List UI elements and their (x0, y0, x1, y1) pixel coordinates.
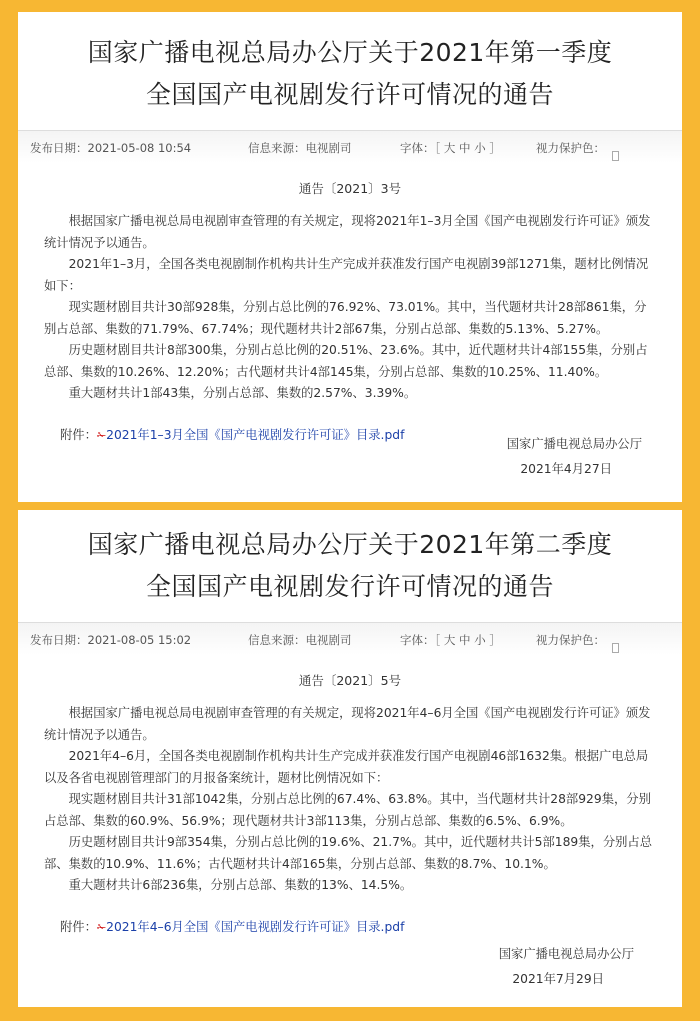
signature (507, 432, 642, 482)
document-number: 通告〔2021〕5号 (298, 673, 402, 688)
notice-title (18, 12, 682, 116)
notice-card (18, 12, 682, 502)
title-line: 全国国产电视剧发行许可情况的通告 (145, 572, 554, 601)
paragraph: 2021年4–6月，全国各类电视剧制作机构共计生产完成并获准发行国产电视剧46部1632集。根据广电总局以及各省电视剧管理部门的月报备案统计，题材比例情况如下： (44, 749, 649, 785)
color-swatch[interactable] (612, 643, 619, 653)
pdf-icon: ✁ (96, 920, 107, 934)
publish-date: 发布日期：2021-08-05 15:02 (30, 633, 192, 647)
attachment-link[interactable]: 2021年1–3月全国《国产电视剧发行许可证》目录.pdf (106, 427, 405, 442)
paragraph: 历史题材剧目共计8部300集，分别占总比例的20.51%、23.6%。其中，近代题材共计4部155集，分别占总部、集数的10.26%、12.20%；古代题材共计4部145集，分别占总部、集数的10.25%、11.40%。 (44, 343, 648, 379)
color-swatch[interactable] (612, 151, 619, 161)
paragraph: 现实题材剧目共计31部1042集，分别占总比例的67.4%、63.8%。其中，当代题材共计28部929集，分别占总部、集数的60.9%、56.9%；现代题材共计3部113集，分别占总部、集数的6.5%、6.9%。 (44, 792, 651, 828)
sign-org: 国家广播电视总局办公厅 (506, 437, 642, 451)
attachment (60, 917, 682, 935)
signature (499, 942, 634, 992)
notice-card (18, 510, 682, 1007)
paragraph: 2021年1–3月，全国各类电视剧制作机构共计生产完成并获准发行国产电视剧39部1271集，题材比例情况如下： (44, 257, 649, 293)
eye-protect-label: 视力保护色： (536, 633, 605, 647)
pdf-icon: ✁ (96, 428, 107, 442)
document-number: 通告〔2021〕3号 (298, 181, 402, 196)
title-line: 国家广播电视总局办公厅关于2021年第一季度 (87, 38, 613, 67)
eye-protect-label: 视力保护色： (536, 141, 605, 155)
paragraph: 重大题材共计1部43集，分别占总部、集数的2.57%、3.39%。 (68, 386, 417, 400)
publish-date: 发布日期：2021-05-08 10:54 (30, 141, 192, 155)
paragraph: 根据国家广播电视总局电视剧审查管理的有关规定，现将2021年4–6月全国《国产电视剧发行许可证》颁发统计情况予以通告。 (44, 706, 651, 742)
info-source: 信息来源：电视剧司 (248, 141, 352, 155)
paragraph: 根据国家广播电视总局电视剧审查管理的有关规定，现将2021年1–3月全国《国产电视剧发行许可证》颁发统计情况予以通告。 (44, 214, 651, 250)
font-size-control[interactable]: 字体：［ 大 中 小 ］ (400, 633, 501, 647)
title-line: 全国国产电视剧发行许可情况的通告 (145, 80, 554, 109)
meta-bar (18, 622, 682, 655)
sign-org: 国家广播电视总局办公厅 (498, 947, 634, 961)
notice-body (44, 211, 654, 405)
title-line: 国家广播电视总局办公厅关于2021年第二季度 (87, 530, 613, 559)
attachment-label: 附件： (60, 427, 97, 442)
info-source: 信息来源：电视剧司 (248, 633, 352, 647)
sign-date: 2021年4月27日 (520, 462, 612, 476)
font-size-control[interactable]: 字体：［ 大 中 小 ］ (400, 141, 501, 155)
paragraph: 现实题材剧目共计30部928集，分别占总比例的76.92%、73.01%。其中，当代题材共计28部861集，分别占总部、集数的71.79%、67.74%；现代题材共计2部67集，分别占总部、集数的5.13%、5.27%。 (44, 300, 647, 336)
paragraph: 重大题材共计6部236集，分别占总部、集数的13%、14.5%。 (68, 878, 413, 892)
paragraph: 历史题材剧目共计9部354集，分别占总比例的19.6%、21.7%。其中，近代题材共计5部189集，分别占总部、集数的10.9%、11.6%；古代题材共计4部165集，分别占总部、集数的8.7%、10.1%。 (44, 835, 653, 871)
notice-body (44, 703, 654, 897)
meta-bar (18, 130, 682, 163)
sign-date: 2021年7月29日 (512, 972, 604, 986)
attachment-label: 附件： (60, 919, 97, 934)
attachment-link[interactable]: 2021年4–6月全国《国产电视剧发行许可证》目录.pdf (106, 919, 405, 934)
notice-title (18, 510, 682, 608)
